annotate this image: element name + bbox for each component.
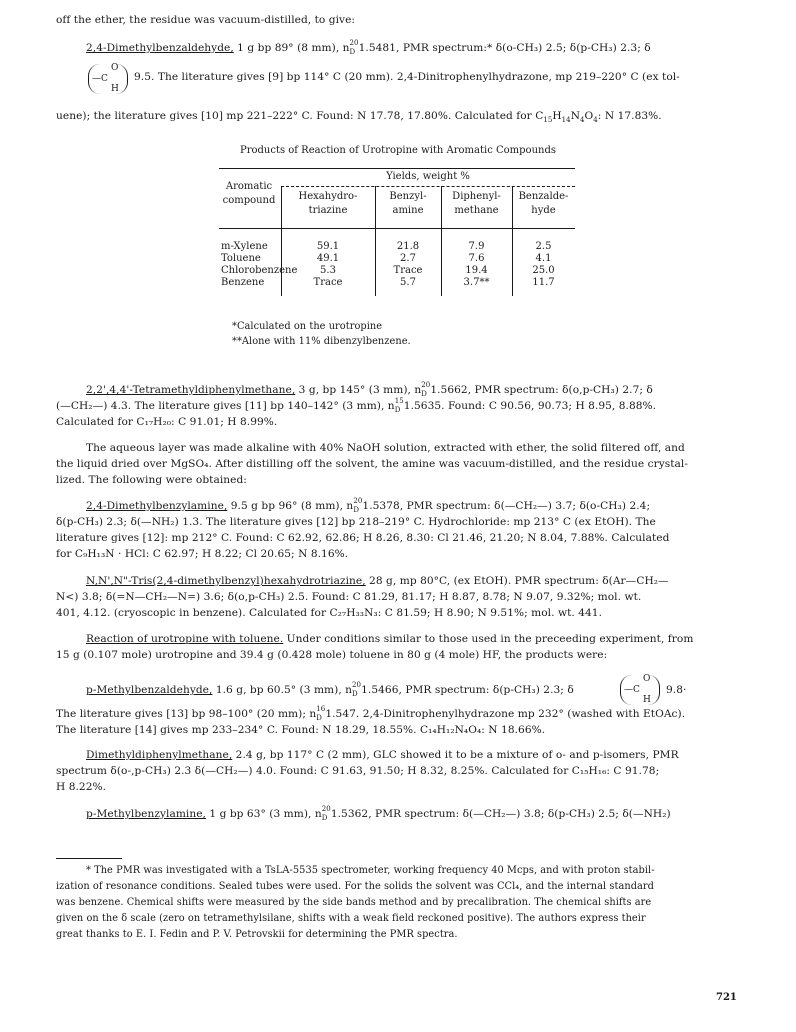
footnote-line: * The PMR was investigated with a TsLA-5535 spectrometer, working frequency 40 Mcps, and with proton stabil-	[86, 865, 655, 876]
table-cell: 3.7**	[463, 277, 490, 288]
table-cell: 11.7	[532, 277, 555, 288]
table-cell: 19.4	[465, 265, 488, 276]
text-line: p-Methylbenzaldehyde, 1.6 g, bp 60.5° (3 mm), $n_D$ 20 1.5466, PMR spectrum: δ(p-CH₃) 2.3; δ	[86, 681, 574, 699]
column-header-benzaldehyde: Benzalde-hyde	[518, 191, 569, 216]
page-number: 721	[716, 992, 737, 1003]
footnote-rule	[56, 858, 122, 859]
text-line: Dimethyldiphenylmethane, 2.4 g, bp 117° C (2 mm), GLC showed it to be a mixture of o- and p-isomers, PMR	[86, 749, 679, 761]
text-line: 15 g (0.107 mole) urotropine and 39.4 g (0.428 mole) toluene in 80 g (4 mole) HF, the products were:	[56, 649, 608, 661]
text-line: literature gives [12]: mp 212° C. Found: C 62.92, 62.86; H 8.26, 8.30: Cl 21.46, 21.20; N 8.04, 7.88%. Calculated	[56, 532, 670, 544]
text-line: Reaction of urotropine with toluene. Under conditions similar to those used in the preceeding experiment, from	[86, 633, 694, 645]
table-cell: 4.1	[535, 253, 552, 264]
text-line: 401, 4.12. (cryoscopic in benzene). Calculated for C₂₇H₃₃N₃: C 81.59; H 8.90; N 9.51%; mol. wt. 441.	[56, 607, 602, 619]
table-cell: 7.6	[468, 253, 485, 264]
table-row-label: Toluene	[221, 253, 261, 264]
column-header-hexahydrotriazine: Hexahydro-triazine	[298, 191, 358, 216]
footnote-line: great thanks to E. I. Fedin and P. V. Petrovskii for determining the PMR spectra.	[56, 929, 458, 940]
text-line: 9.5. The literature gives [9] bp 114° C (20 mm). 2,4-Dinitrophenylhydrazone, mp 219–220° C (ex tol-	[134, 71, 680, 83]
text-line: 2,2',4,4'-Tetramethyldiphenylmethane, 3 g, bp 145° (3 mm), $n_D$ 20 1.5662, PMR spectrum: δ(o,p-CH₃) 2.7; δ	[86, 381, 653, 399]
compound-name: 2,4-Dimethylbenzaldehyde,	[86, 42, 234, 54]
compound-name: Dimethyldiphenylmethane,	[86, 749, 233, 761]
footnote-line: ization of resonance conditions. Sealed tubes were used. For the solids the solvent was CCl₄, and the internal standard	[56, 881, 654, 892]
compound-name: 2,4-Dimethylbenzylamine,	[86, 500, 228, 512]
text-line: δ(p-CH₃) 2.3; δ(—NH₂) 1.3. The literature gives [12] bp 218–219° C. Hydrochloride: mp 213° C (ex EtOH). The	[56, 516, 656, 528]
table-row-label: m-Xylene	[221, 241, 268, 252]
section-heading: Reaction of urotropine with toluene.	[86, 633, 284, 645]
table-cell: 2.7	[400, 253, 416, 264]
footnote-line: was benzene. Chemical shifts were measured by the side bands method and by precalibration. The chemical shifts are	[56, 897, 652, 908]
text-line: for C₉H₁₃N · HCl: C 62.97; H 8.22; Cl 20.65; N 8.16%.	[56, 548, 349, 560]
text-line: H 8.22%.	[56, 781, 107, 793]
text-line: the liquid dried over MgSO₄. After distilling off the solvent, the amine was vacuum-distilled, and the residue crystal-	[56, 458, 688, 470]
text-line: 9.8·	[666, 684, 687, 696]
aldehyde-group-icon: O —C H	[88, 64, 128, 94]
text-line: The literature [14] gives mp 233–234° C. Found: N 18.29, 18.55%. C₁₄H₁₂N₄O₄: N 18.66%.	[56, 724, 546, 736]
text-line: N,N',N"-Tris(2,4-dimethylbenzyl)hexahydrotriazine, 28 g, mp 80°C, (ex EtOH). PMR spectrum: δ(Ar—CH₂—	[86, 575, 669, 587]
table-cell: 25.0	[532, 265, 555, 276]
table-cell: 5.3	[320, 265, 336, 276]
text-line: 2,4-Dimethylbenzylamine, 9.5 g bp 96° (8 mm), $n_D$ 20 1.5378, PMR spectrum: δ(—CH₂—) 3.7; δ(o-CH₃) 2.4;	[86, 497, 651, 515]
table-note: **Alone with 11% dibenzylbenzene.	[232, 336, 411, 347]
footnote-line: given on the δ scale (zero on tetramethylsilane, shifts with a weak field reckoned positive). The authors express their	[56, 913, 646, 924]
table-cell: Trace	[393, 265, 423, 276]
text-line: spectrum δ(o-,p-CH₃) 2.3 δ(—CH₂—) 4.0. Found: C 91.63, 91.50; H 8.32, 8.25%. Calculated for C₁₅H₁₆: C 91.78;	[56, 765, 660, 777]
text-line: 2,4-Dimethylbenzaldehyde, 1 g bp 89° (8 mm), $n_D$ 20 1.5481, PMR spectrum:* δ(o-CH₃) 2.5; δ(p-CH₃) 2.3; δ	[86, 39, 651, 57]
table-cell: Trace	[313, 277, 343, 288]
text-line: N<) 3.8; δ(=N—CH₂—N=) 3.6; δ(o,p-CH₃) 2.5. Found: C 81.29, 81.17; H 8.87, 8.78; N 9.07, 9.32%; mol. wt.	[56, 591, 642, 603]
table-cell: 49.1	[316, 253, 340, 264]
results-table	[219, 168, 575, 303]
table-row-label: Chlorobenzene	[221, 265, 298, 276]
compound-name: N,N',N"-Tris(2,4-dimethylbenzyl)hexahydrotriazine,	[86, 575, 366, 587]
yields-header: Yields, weight %	[386, 171, 470, 182]
text-line: The literature gives [13] bp 98–100° (20 mm); $n_D$ 16 1.547. 2,4-Dinitrophenylhydrazone mp 232° (washed with EtOAc).	[56, 705, 686, 723]
column-header-aromatic: Aromatic compound	[222, 181, 276, 206]
aldehyde-group-icon: O —C H	[620, 675, 660, 705]
text-line: Calculated for C₁₇H₂₀: C 91.01; H 8.99%.	[56, 416, 278, 428]
table-cell: 21.8	[396, 241, 420, 252]
table-note: *Calculated on the urotropine	[232, 321, 383, 332]
text-line: uene); the literature gives [10] mp 221–222° C. Found: N 17.78, 17.80%. Calculated for $C_{15}H_{14}N_4O_4$: N 17.83%.	[56, 110, 662, 125]
table-cell: 7.9	[468, 241, 485, 252]
text-line: The aqueous layer was made alkaline with 40% NaOH solution, extracted with ether, the solid filtered off, and	[86, 442, 685, 454]
text-line: (—CH₂—) 4.3. The literature gives [11] bp 140–142° (3 mm), $n_D$ 15 1.5635. Found: C 90.56, 90.73; H 8.95, 8.88%.	[56, 397, 657, 415]
column-header-benzylamine: Benzyl-amine	[389, 191, 427, 216]
text-line: lized. The following were obtained:	[56, 474, 247, 486]
table-cell: 2.5	[535, 241, 552, 252]
compound-name: 2,2',4,4'-Tetramethyldiphenylmethane,	[86, 384, 296, 396]
table-cell: 59.1	[316, 241, 340, 252]
compound-name: p-Methylbenzylamine,	[86, 808, 206, 820]
text-line: p-Methylbenzylamine, 1 g bp 63° (3 mm), $n_D$ 20 1.5362, PMR spectrum: δ(—CH₂—) 3.8; δ(p-CH₃) 2.5; δ(—NH₂)	[86, 805, 671, 823]
table-title: Products of Reaction of Urotropine with Aromatic Compounds	[239, 145, 556, 156]
compound-name: p-Methylbenzaldehyde,	[86, 684, 213, 696]
table-cell: 5.7	[400, 277, 416, 288]
column-header-diphenylmethane: Diphenyl-methane	[452, 191, 501, 216]
table-row-label: Benzene	[221, 277, 265, 288]
text-line: off the ether, the residue was vacuum-distilled, to give:	[56, 14, 356, 26]
